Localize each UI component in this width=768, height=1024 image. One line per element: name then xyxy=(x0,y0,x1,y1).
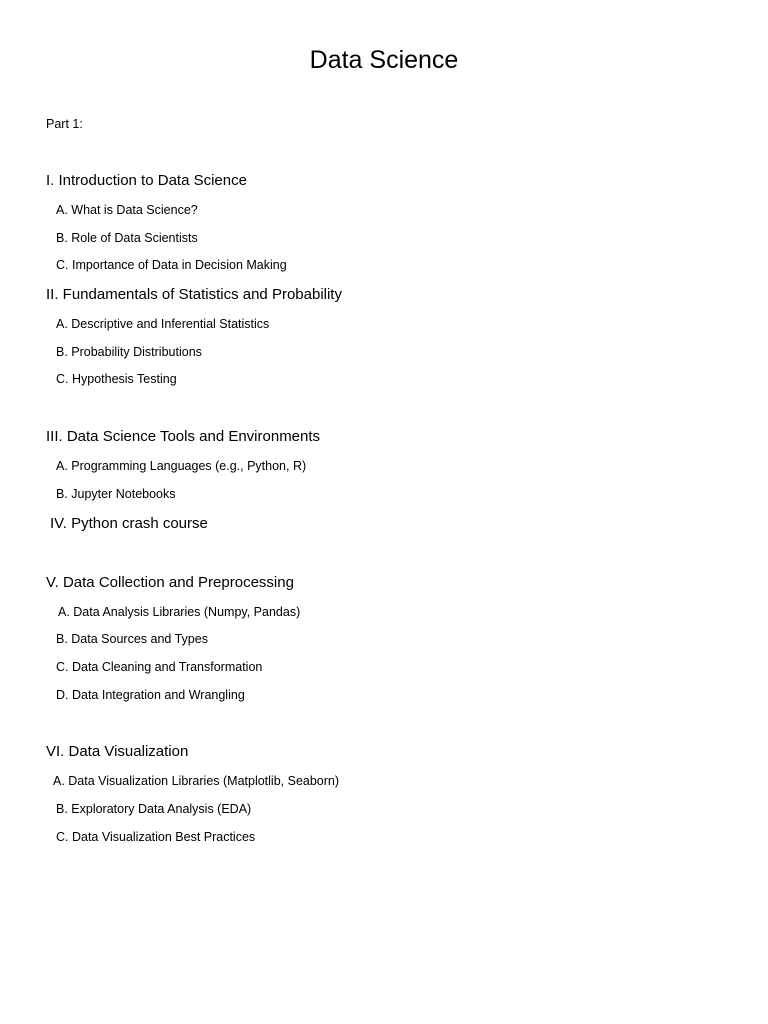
list-item: C. Importance of Data in Decision Making xyxy=(56,258,287,272)
section-heading-5: V. Data Collection and Preprocessing xyxy=(46,574,294,591)
section-heading-2: II. Fundamentals of Statistics and Probability xyxy=(46,286,342,303)
list-item: D. Data Integration and Wrangling xyxy=(56,688,245,702)
list-item: B. Exploratory Data Analysis (EDA) xyxy=(56,802,252,816)
list-item: A. Descriptive and Inferential Statistics xyxy=(56,317,270,331)
list-item: B. Data Sources and Types xyxy=(56,632,208,646)
section-heading-1: I. Introduction to Data Science xyxy=(46,172,247,189)
section-heading-4: IV. Python crash course xyxy=(50,515,208,532)
list-item: A. Data Analysis Libraries (Numpy, Pandas) xyxy=(58,605,301,619)
section-heading-3: III. Data Science Tools and Environments xyxy=(46,428,321,445)
list-item: A. Data Visualization Libraries (Matplotlib, Seaborn) xyxy=(53,774,340,788)
list-item: A. Programming Languages (e.g., Python, R) xyxy=(56,459,307,473)
list-item: C. Data Visualization Best Practices xyxy=(56,830,256,844)
part-label: Part 1: xyxy=(46,117,83,131)
list-item: B. Jupyter Notebooks xyxy=(56,487,176,501)
list-item: A. What is Data Science? xyxy=(56,203,198,217)
list-item: B. Role of Data Scientists xyxy=(56,231,198,245)
document-title: Data Science xyxy=(309,46,459,74)
list-item: C. Data Cleaning and Transformation xyxy=(56,660,263,674)
section-heading-6: VI. Data Visualization xyxy=(46,743,189,760)
list-item: B. Probability Distributions xyxy=(56,345,202,359)
list-item: C. Hypothesis Testing xyxy=(56,372,177,386)
